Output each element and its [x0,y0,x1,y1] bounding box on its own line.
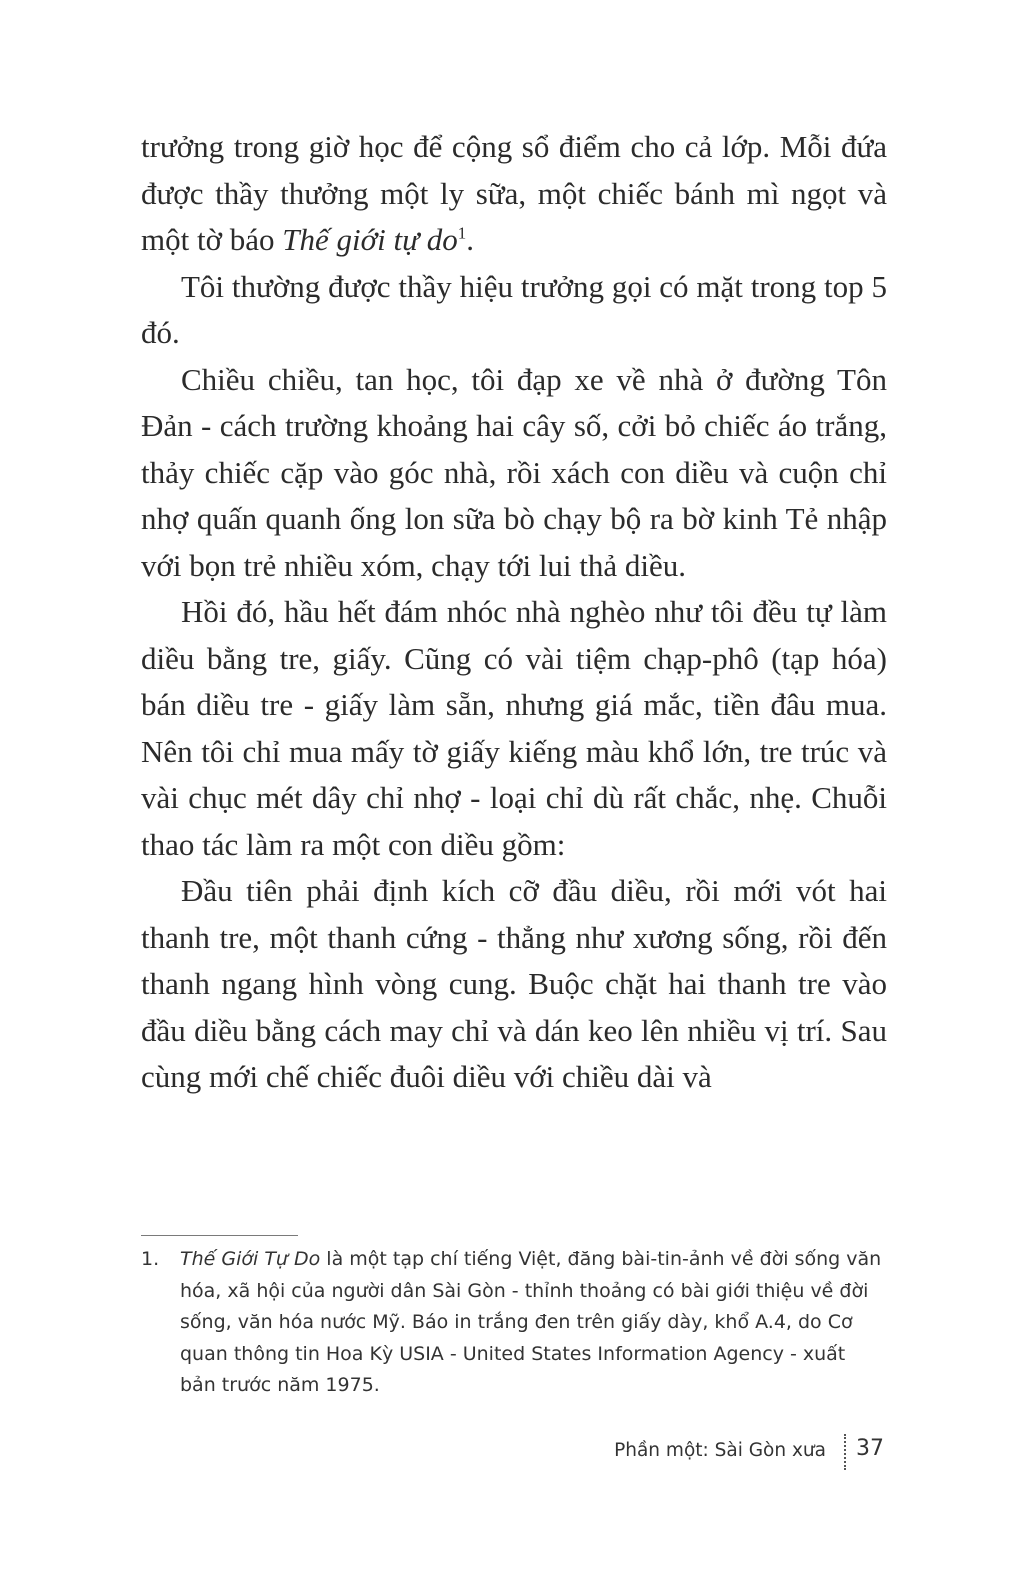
body-text [141,124,887,1101]
footnote-magazine-title: Thế Giới Tự Do [180,1248,321,1270]
footnote-text [180,1244,887,1402]
paragraph-1 [141,124,887,264]
magazine-title: Thế giới tự do [282,222,458,257]
paragraph-2: Tôi thường được thầy hiệu trưởng gọi có mặt trong top 5 đó. [141,268,887,350]
footnote-divider [141,1235,298,1236]
footnote-number: 1. [141,1248,160,1270]
footnote-body: là một tạp chí tiếng Việt, đăng bài-tin-ảnh về đời sống văn hóa, xã hội của người dân Sài Gòn - thỉnh thoảng có bài giới thiệu về đời sống, văn hóa nước Mỹ. Báo in trắng đen trên giấy dày, khổ A.4, do Cơ quan thông tin Hoa Kỳ USIA - United States Information Agency - xuất bản trước năm 1975. [180,1248,882,1396]
paragraph-5: Đầu tiên phải định kích cỡ đầu diều, rồi mới vót hai thanh tre, một thanh cứng - thẳng như xương sống, rồi đến thanh ngang hình vòng cung. Buộc chặt hai thanh tre vào đầu diều bằng cách may chỉ và dán keo lên nhiều vị trí. Sau cùng mới chế chiếc đuôi diều với chiều dài và [141,873,887,1094]
running-footer [560,1434,890,1470]
footnote-reference[interactable]: 1 [457,223,467,243]
footer-divider [844,1434,846,1470]
paragraph-1-text: trưởng trong giờ học để cộng sổ điểm cho cả lớp. Mỗi đứa được thầy thưởng một ly sữa, một chiếc bánh mì ngọt và một tờ báo [141,129,887,257]
footnote [141,1244,887,1402]
section-title: Phần một: Sài Gòn xưa [614,1440,826,1461]
page-number: 37 [856,1436,884,1461]
paragraph-1-end: . [466,222,475,257]
paragraph-4: Hồi đó, hầu hết đám nhóc nhà nghèo như tôi đều tự làm diều bằng tre, giấy. Cũng có vài tiệm chạp-phô (tạp hóa) bán diều tre - giấy làm sẵn, nhưng giá mắc, tiền đâu mua. Nên tôi chỉ mua mấy tờ giấy kiếng màu khổ lớn, tre trúc và vài chục mét dây chỉ nhợ - loại chỉ dù rất chắc, nhẹ. Chuỗi thao tác làm ra một con diều gồm: [141,594,887,862]
paragraph-3: Chiều chiều, tan học, tôi đạp xe về nhà ở đường Tôn Đản - cách trường khoảng hai cây số, cởi bỏ chiếc áo trắng, thảy chiếc cặp vào góc nhà, rồi xách con diều và cuộn chỉ nhợ quấn quanh ống lon sữa bò chạy bộ ra bờ kinh Tẻ nhập với bọn trẻ nhiều xóm, chạy tới lui thả diều. [141,361,887,583]
